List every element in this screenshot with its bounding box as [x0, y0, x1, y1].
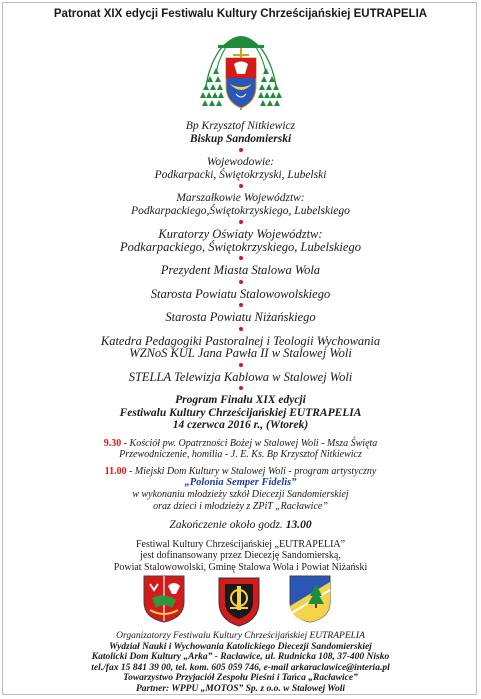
stella-line: STELLA Telewizja Kablowa w Stalowej Woli [128, 369, 353, 384]
organizers-footer [0, 631, 481, 694]
katedra-line-1: Katedra Pedagogiki Pastoralnej i Teologii Wychowania [100, 333, 381, 348]
voivodes-title: Wojewodowie: [206, 156, 275, 168]
bishop-title: Biskup Sandomierski [189, 132, 292, 145]
program-item-2-sub-1: w wykonaniu młodzieży szkół Diecezji Sandomierskiej [132, 489, 349, 500]
katedra-line-2: WZNoS KUL Jana Pawła II w Stalowej Woli [129, 346, 352, 360]
separator-dot [239, 184, 243, 188]
funding-line-1: Festiwal Kultury Chrześcijańskiej „EUTRAPELIA” [135, 538, 346, 550]
city-coat-of-arms-icon [216, 576, 262, 628]
program-item-2 [0, 466, 481, 478]
separator-dot [239, 303, 243, 307]
program-item-1-text: - Kościół pw. Opatrzności Bożej w Stalowej Woli - Msza Święta [121, 437, 378, 449]
footer-line-4: tel./fax 15 841 39 00, tel. kom. 605 059 746, e-mail arkaraclawice@interia.pl [91, 662, 390, 673]
curators-title: Kuratorzy Oświaty Województw: [158, 227, 323, 241]
program-item-2-sub-2: oraz dzieci i młodzieży z ZPiT „Racławice” [153, 500, 328, 512]
curators-list: Podkarpackiego, Świętokrzyskiego, Lubelskiego [120, 239, 361, 254]
separator-dot [239, 386, 243, 390]
voivodes-list: Podkarpacki, Świętokrzyski, Lubelski [154, 168, 327, 181]
funding-line-2: jest dofinansowany przez Diecezję Sandomierską, [140, 550, 341, 561]
page-title: Patronat XIX edycji Festiwalu Kultury Chrześcijańskiej EUTRAPELIA [53, 8, 428, 20]
president-line: Prezydent Miasta Stalowa Wola [160, 263, 321, 277]
program-date: 14 czerwca 2016 r., (Wtorek) [172, 419, 309, 431]
program-ending [0, 519, 481, 532]
program-ending-label: Zakończenie około godz. [169, 519, 286, 531]
coats-of-arms-row [0, 574, 481, 634]
program-item-2-text: - Miejski Dom Kultury w Stalowej Woli - program artystyczny [126, 465, 377, 477]
patrons-list [0, 120, 481, 573]
program-item-2-title: „Polonia Semper Fidelis” [184, 477, 297, 488]
footer-line-5: Towarzystwo Przyjaciół Zespołu Pieśni i Tańca „Racławice” [123, 673, 358, 683]
bishop-coat-of-arms-icon [196, 28, 286, 120]
program-item-1-sub: Przewodniczenie, homilia - J. E. Ks. Bp Krzysztof Nitkiewicz [119, 449, 362, 460]
program-title-1: Program Finału XIX edycji [175, 394, 306, 406]
program-item-1-time: 9.30 [103, 437, 122, 449]
footer-line-1: Organizatorzy Festiwalu Kultury Chrześcijańskiej EUTRAPELIA [116, 631, 365, 641]
nisko-coat-of-arms-icon [288, 574, 332, 624]
footer-line-6: Partner: WPPU „MOTOS” Sp. z o.o. w Stalowej Woli [135, 683, 346, 694]
footer-line-3: Katolicki Dom Kultury „Arka” - Racławice, ul. Rudnicka 108, 37-400 Nisko [91, 652, 390, 662]
county-coat-of-arms-icon [142, 574, 186, 624]
marshals-list: Podkarpackiego,Świętokrzyskiego, Lubelskiego [131, 204, 350, 217]
separator-dot [239, 327, 243, 331]
bishop-name: Bp Krzysztof Nitkiewicz [185, 120, 296, 132]
separator-dot [239, 220, 243, 224]
program-title-2: Festiwalu Kultury Chrześcijańskiej EUTRAPELIA [119, 406, 362, 419]
separator-dot [239, 148, 243, 152]
program-item-2-time: 11.00 [104, 465, 127, 477]
funding-line-3: Powiat Stalowowolski, Gminę Stalowa Wola i Powiat Niżański [113, 561, 368, 573]
program-item-1 [0, 438, 481, 450]
starosta-stalowowolski: Starosta Powiatu Stalowowolskiego [150, 286, 331, 301]
separator-dot [239, 363, 243, 367]
footer-line-2: Wydział Nauki i Wychowania Katolickiego Diecezji Sandomierskiej [109, 641, 372, 652]
starosta-nizanski: Starosta Powiatu Niżańskiego [165, 310, 316, 324]
marshals-title: Marszałkowie Województw: [176, 192, 305, 204]
separator-dot [239, 256, 243, 260]
separator-dot [239, 280, 243, 284]
program-ending-time: 13.00 [285, 519, 312, 531]
